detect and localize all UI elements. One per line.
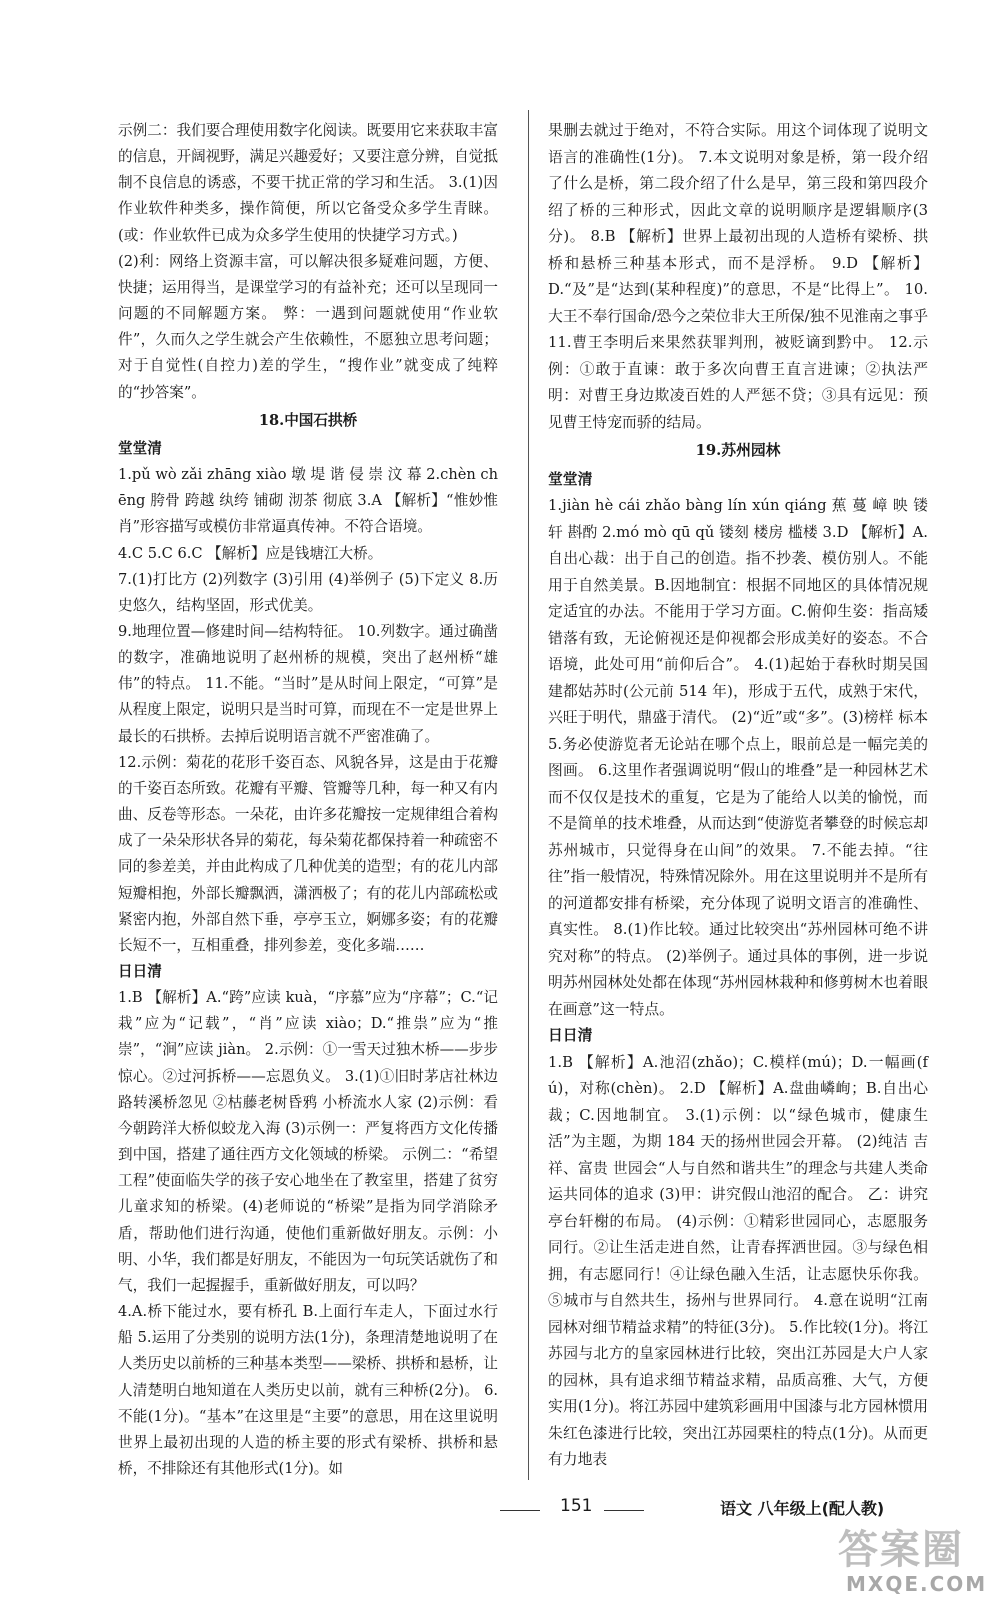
answer-paragraph: 果删去就过于绝对，不符合实际。用这个词体现了说明文语言的准确性(1分)。 7.本文说明对象是桥，第一段介绍了什么是桥，第二段介绍了什么是早，第三段和第四段介绍了桥的三种形式，因此文章的说明顺序是逻辑顺序(3分)。 8.B 【解析】世界上最初出现的人造桥有梁桥、拱桥和悬桥三种基本形式，而不是浮桥。 9.D 【解析】D.“及”是“达到(某种程度)”的意思，不是“比得上”。 10.大王不奉行国命/恐今之荣位非大王所保/独不见淮南之事乎 11.曹王李明后来果然获罪判刑，被贬谪到黔中。 12.示例：①敢于直谏：敢于多次向曹王直言进谏；②执法严明：对曹王身边欺凌百姓的人严惩不贷；③具有远见：预见曹王恃宠而骄的结局。 — [548, 122, 928, 431]
section-title-18: 18.中国石拱桥 — [258, 411, 358, 429]
answer-paragraph: 4.C 5.C 6.C 【解析】应是钱塘江大桥。 — [118, 544, 383, 562]
subheading-ririqing: 日日清 — [118, 963, 162, 980]
right-column — [548, 118, 928, 1474]
footer-dash-left — [500, 1510, 540, 1511]
watermark-main-text: 答案圈 — [838, 1527, 964, 1573]
subheading-tangtangqing: 堂堂清 — [548, 470, 593, 488]
answer-paragraph: (2)利：网络上资源丰富，可以解决很多疑难问题，方便、快捷；运用得当，是课堂学习的有益补充；还可以呈现同一问题的不同解题方案。 弊：一遇到问题就使用“作业软件”，久而久之学生就会产生依赖性，不愿独立思考问题；对于自觉性(自控力)差的学生，“搜作业”就变成了纯粹的“抄答案”。 — [118, 252, 498, 401]
page-number: 151 — [560, 1496, 593, 1516]
answer-paragraph: 7.(1)打比方 (2)列数字 (3)引用 (4)举例子 (5)下定义 8.历史悠久，结构坚固，形式优美。 — [118, 570, 498, 614]
watermark-logo — [838, 1518, 988, 1596]
footer-dash-right — [604, 1510, 644, 1511]
answer-paragraph: 1.B 【解析】A.池沼(zhǎo)；C.模样(mú)；D.一幅画(fú)，对称(chèn)。 2.D 【解析】A.盘曲嶙峋；B.自出心裁；C.因地制宜。 3.(1)示例：以“绿色城市，健康生活”为主题，为期 184 天的扬州世园会开幕。 (2)纯洁 吉祥、富贵 世园会“人与自然和谐共生”的理念与共建人类命运共同体的追求 (3)甲：讲究假山池沼的配合。 乙：讲究亭台轩榭的布局。 (4)示例：①精彩世园同心，志愿服务同行。②让生活走进自然，让青春挥洒世园。③与绿色相拥，有志愿同行！④让绿色融入生活，让志愿快乐你我。⑤城市与自然共生，扬州与世界同行。 4.意在说明“江南园林对细节精益求精”的特征(3分)。 5.作比较(1分)。将江苏园与北方的皇家园林进行比较，突出江苏园是大户人家的园林，具有追求细节精益求精，品质高雅、大气，方便实用(1分)。将江苏园中建筑彩画用中国漆与北方园林惯用朱红色漆进行比较，突出江苏园栗柱的特点(1分)。从而更有力地表 — [548, 1053, 928, 1468]
subheading-tangtangqing: 堂堂清 — [118, 439, 162, 457]
answer-paragraph: 12.示例：菊花的花形千姿百态、风貌各异，这是由于花瓣的千姿百态所致。花瓣有平瓣、管瓣等几种，每一种又有内曲、反卷等形态。一朵花，由许多花瓣按一定规律组合着构成了一朵朵形状各异的菊花，每朵菊花都保持着一种疏密不同的参差美，并由此构成了几种优美的造型；有的花儿内部短瓣相抱，外部长瓣飘洒，潇洒极了；有的花儿内部疏松或紧密内抱，外部自然下垂，亭亭玉立，婀娜多姿；有的花瓣长短不一，互相重叠，排列参差，变化多端…… — [118, 753, 498, 954]
answer-paragraph: 1.B 【解析】A.“跨”应读 kuà，“序慕”应为“序幕”；C.“记栽”应为“记载”，“肖”应读 xiào；D.“推祟”应为“推崇”，“涧”应读 jiàn。 2.示例：①一雪天过独木桥——步步惊心。②过河拆桥——忘恩负义。 3.(1)①旧时茅店社林边 路转溪桥忽见 ②枯藤老树昏鸦 小桥流水人家 (2)示例：看今朝跨洋大桥似蛟龙入海 (3)示例一：严复将西方文化传播到中国，搭建了通往西方文化领域的桥梁。 示例二：“希望工程”使面临失学的孩子安心地坐在了教室里，搭建了贫穷儿童求知的桥梁。(4)老师说的“桥梁”是指为同学消除矛盾，帮助他们进行沟通，使他们重新做好朋友。示例：小明、小华，我们都是好朋友，不能因为一句玩笑话就伤了和气，我们一起握握手，重新做好朋友，可以吗？ — [118, 989, 498, 1294]
answer-paragraph: 示例二：我们要合理使用数字化阅读。既要用它来获取丰富的信息，开阔视野，满足兴趣爱好；又要注意分辨，自觉抵制不良信息的诱惑，不要干扰正常的学习和生活。 3.(1)因作业软件种类多，操作简便，所以它备受众多学生青睐。(或：作业软件已成为众多学生使用的快捷学习方式。) — [118, 122, 498, 244]
section-title-19: 19.苏州园林 — [695, 442, 781, 459]
watermark-sub-text: MXQE.COM — [846, 1572, 988, 1596]
left-column — [118, 118, 498, 1482]
book-label: 语文 八年级上(配人教) — [720, 1499, 885, 1518]
answer-paragraph: 1.jiàn hè cái zhǎo bàng lín xún qiáng 蕉 蔓 嶂 映 镂 轩 斟酌 2.mó mò qū qǔ 镂刻 楼房 槛楼 3.D 【解析】A.自出心裁：出于自己的创造。指不抄袭、模仿别人。不能用于自然美景。B.因地制宜：根据不同地区的具体情况规定适宜的办法。不能用于学习方面。C.俯仰生姿：指高矮错落有致，无论俯视还是仰视都会形成美好的姿态。不合语境，此处可用“前仰后合”。 4.(1)起始于春秋时期吴国建都姑苏时(公元前 514 年)，形成于五代，成熟于宋代，兴旺于明代，鼎盛于清代。 (2)“近”或“多”。(3)榜样 标本 5.务必使游览者无论站在哪个点上，眼前总是一幅完美的图画。 6.这里作者强调说明“假山的堆叠”是一种园林艺术而不仅仅是技术的重复，它是为了能给人以美的愉悦，而不是简单的技术堆叠，从而达到“使游览者攀登的时候忘却苏州城市，只觉得身在山间”的效果。 7.不能去掉。“往往”指一般情况，特殊情况除外。用在这里说明并不是所有的河道都安排有桥梁，充分体现了说明文语言的准确性、真实性。 8.(1)作比较。通过比较突出“苏州园林可绝不讲究对称”的特点。 (2)举例子。通过具体的事例，进一步说明苏州园林处处都在体现“苏州园林栽种和修剪树木也着眼在画意”这一特点。 — [548, 497, 928, 1018]
answer-paragraph: 4.A.桥下能过水，要有桥孔 B.上面行车走人，下面过水行船 5.运用了分类别的说明方法(1分)，条理清楚地说明了在人类历史以前桥的三种基本类型——梁桥、拱桥和悬桥，让人清楚明白地知道在人类历史以前，就有三种桥(2分)。 6.不能(1分)。“基本”在这里是“主要”的意思，用在这里说明世界上最初出现的人造的桥主要的形式有梁桥、拱桥和悬桥，不排除还有其他形式(1分)。如 — [118, 1303, 498, 1477]
answer-paragraph: 9.地理位置—修建时间—结构特征。 10.列数字。通过确凿的数字，准确地说明了赵州桥的规模，突出了赵州桥“雄伟”的特点。 11.不能。“当时”是从时间上限定，“可算”是从程度上限定，说明只是当时可算，而现在不一定是世界上最长的石拱桥。去掉后说明语言就不严密准确了。 — [118, 622, 498, 745]
answer-paragraph: 1.pǔ wò zǎi zhāng xiào 墩 堤 谐 侵 崇 汶 幕 2.chèn chēng 胯骨 跨越 纨绔 铺砌 沏茶 彻底 3.A 【解析】“惟妙惟肖”形容描写或模仿非常逼真传神。不符合语境。 — [118, 466, 498, 536]
column-divider — [528, 110, 529, 1480]
subheading-ririqing: 日日清 — [548, 1027, 593, 1044]
